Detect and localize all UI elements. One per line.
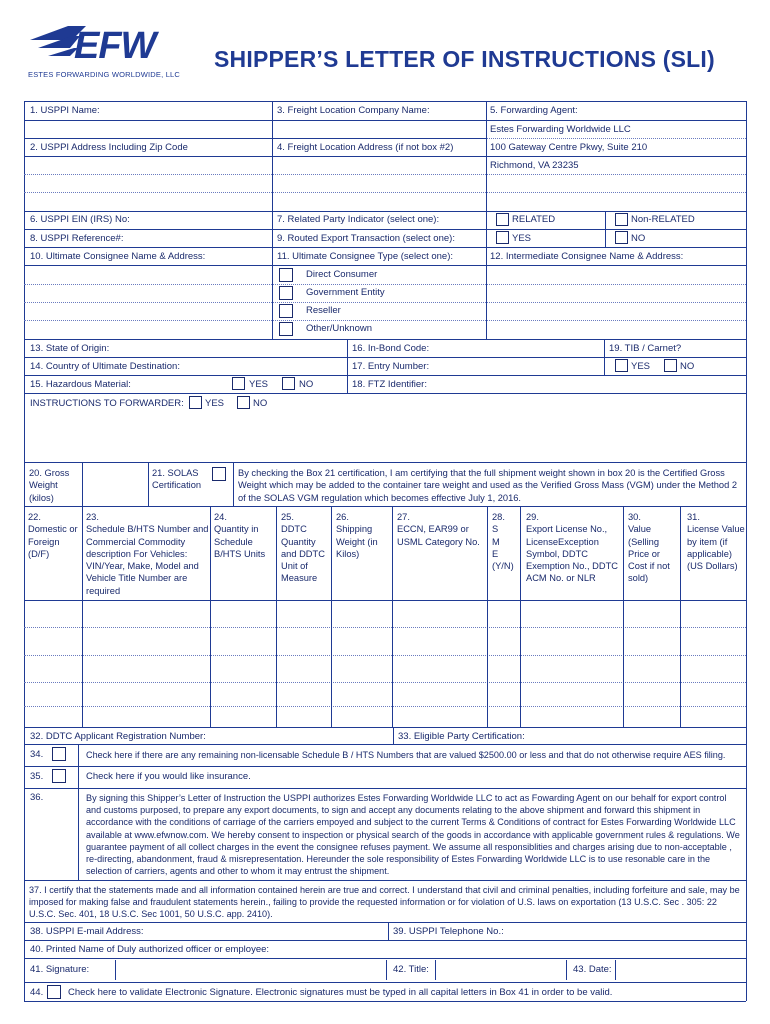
column-26-header: 26. Shipping Weight (in Kilos) — [336, 512, 378, 559]
page-title: SHIPPER’S LETTER OF INSTRUCTIONS (SLI) — [214, 46, 715, 72]
routed-yes-label: YES — [512, 233, 532, 244]
instructions-label: INSTRUCTIONS TO FORWARDER: — [30, 398, 184, 409]
related-label: RELATED — [512, 214, 556, 225]
type-other-label: Other/Unknown — [306, 323, 373, 334]
field-11-label: 11. Ultimate Consignee Type (select one): — [277, 251, 454, 262]
type-direct-checkbox[interactable] — [279, 268, 293, 282]
routed-yes-checkbox[interactable] — [496, 231, 509, 244]
field-41-label: 41. Signature: — [30, 964, 90, 975]
item-36-number: 36. — [30, 792, 44, 803]
field-20-label: 20. Gross Weight (kilos) — [29, 468, 70, 503]
freight-location-address-input[interactable] — [273, 157, 485, 210]
item-35-text: Check here if you would like insurance. — [86, 771, 251, 782]
field-17-label: 17. Entry Number: — [352, 361, 430, 372]
electronic-signature-checkbox[interactable] — [47, 985, 61, 999]
item-44-text: Check here to validate Electronic Signature. Electronic signatures must be typed in all capital letters in Box 41 in order to be valid. — [68, 987, 613, 998]
agent-address-line1: 100 Gateway Centre Pkwy, Suite 210 — [490, 142, 648, 153]
type-other-checkbox[interactable] — [279, 322, 293, 336]
tib-yes-label: YES — [631, 361, 651, 372]
field-6-label: 6. USPPI EIN (IRS) No: — [30, 214, 130, 225]
field-14-label: 14. Country of Ultimate Destination: — [30, 361, 180, 372]
tib-no-checkbox[interactable] — [664, 359, 677, 372]
related-checkbox[interactable] — [496, 213, 509, 226]
field-43-label: 43. Date: — [573, 964, 612, 975]
field-16-label: 16. In-Bond Code: — [352, 343, 430, 354]
field-38-label: 38. USPPI E-mail Address: — [30, 926, 144, 937]
column-24-header: 24. Quantity in Schedule B/HTS Units — [214, 512, 266, 559]
field-33-label: 33. Eligible Party Certification: — [398, 731, 525, 742]
field-3-label: 3. Freight Location Company Name: — [277, 105, 430, 116]
non-related-checkbox[interactable] — [615, 213, 628, 226]
usppi-address-input[interactable] — [25, 157, 271, 210]
field-32-label: 32. DDTC Applicant Registration Number: — [30, 731, 206, 742]
field-2-label: 2. USPPI Address Including Zip Code — [30, 142, 188, 153]
solas-certification-checkbox[interactable] — [212, 467, 226, 481]
hazmat-yes-checkbox[interactable] — [232, 377, 245, 390]
field-7-label: 7. Related Party Indicator (select one): — [277, 214, 440, 225]
field-19-label: 19. TIB / Carnet? — [609, 343, 682, 354]
type-direct-label: Direct Consumer — [306, 269, 378, 280]
column-22-header: 22. Domestic or Foreign (D/F) — [28, 512, 78, 559]
field-4-label: 4. Freight Location Address (if not box #2) — [277, 142, 454, 153]
column-25-header: 25. DDTC Quantity and DDTC Unit of Measure — [281, 512, 325, 584]
item-34-checkbox[interactable] — [52, 747, 66, 761]
field-18-label: 18. FTZ Identifier: — [352, 379, 427, 390]
type-reseller-label: Reseller — [306, 305, 341, 316]
solas-text: By checking the Box 21 certification, I am certifying that the full shipment weight shown in box 20 is the Certified Gross Weight which may be added to the container tare weight and used as the Verified Gross Mass (VGM) under the Method 2 of the SOLAS VGM regulation which becomes effective July 1, 2016. — [238, 468, 738, 503]
logo-subtitle: ESTES FORWARDING WORLDWIDE, LLC — [28, 70, 181, 79]
field-42-label: 42. Title: — [393, 964, 429, 975]
instructions-textarea[interactable] — [25, 412, 745, 461]
field-21-label: 21. SOLAS Certification — [152, 468, 202, 491]
hazmat-yes-label: YES — [249, 379, 269, 390]
field-12-label: 12. Intermediate Consignee Name & Address: — [490, 251, 684, 262]
type-government-checkbox[interactable] — [279, 286, 293, 300]
type-government-label: Government Entity — [306, 287, 385, 298]
field-13-label: 13. State of Origin: — [30, 343, 110, 354]
field-8-label: 8. USPPI Reference#: — [30, 233, 124, 244]
field-5-label: 5. Forwarding Agent: — [490, 105, 578, 116]
column-27-header: 27. ECCN, EAR99 or USML Category No. — [397, 512, 480, 547]
field-39-label: 39. USPPI Telephone No.: — [393, 926, 504, 937]
item-37-text: 37. I certify that the statements made and all information contained herein are true and correct. I understand that civil and criminal penalties, including forfeiture and sale, may be imposed for making false and fraudulent statements herein., failing to provide the requested information or for violation of U.S. laws on exportation (13 U.S.C. Sec . 305: 22 U.S.C. Sec. 401, 18 U.S.C. Sec 1001, 50 U.S.C. app. 2410). — [29, 885, 740, 920]
agent-name: Estes Forwarding Worldwide LLC — [490, 124, 631, 135]
routed-no-checkbox[interactable] — [615, 231, 628, 244]
logo-wordmark: EFW — [74, 25, 156, 67]
column-28-header: 28. S M E (Y/N) — [492, 512, 514, 572]
instructions-yes-checkbox[interactable] — [189, 396, 202, 409]
non-related-label: Non-RELATED — [631, 214, 695, 225]
field-40-label: 40. Printed Name of Duly authorized officer or employee: — [30, 944, 270, 955]
field-10-label: 10. Ultimate Consignee Name & Address: — [30, 251, 206, 262]
tib-yes-checkbox[interactable] — [615, 359, 628, 372]
date-input[interactable] — [615, 960, 745, 980]
agent-address-line2: Richmond, VA 23235 — [490, 160, 579, 171]
tib-no-label: NO — [680, 361, 695, 372]
type-reseller-checkbox[interactable] — [279, 304, 293, 318]
item-44-number: 44. — [30, 987, 44, 998]
item-34-text: Check here if there are any remaining non-licensable Schedule B / HTS Numbers that are valued $2500.00 or less and that do not otherwise require AES filing. — [86, 750, 726, 760]
hazmat-no-checkbox[interactable] — [282, 377, 295, 390]
signature-input[interactable] — [115, 960, 387, 980]
routed-no-label: NO — [631, 233, 646, 244]
column-23-header: 23. Schedule B/HTS Number and Commercial Commodity description For Vehicles: VIN/Year, Make, Model and Vehicle Title Number are required — [86, 512, 209, 596]
field-9-label: 9. Routed Export Transaction (select one): — [277, 233, 455, 244]
hazmat-no-label: NO — [299, 379, 314, 390]
item-36-text: By signing this Shipper’s Letter of Instruction the USPPI authorizes Estes Forwarding Worldwide LLC to act as Fowarding Agent on our behalf for export control and customs purposed, to prepare any export documents, to sign and accept any documents relating to the above shipment and forward this shipment in accordance with the conditions of carriage of the carriers empoyed and subject to the current Terms & Conditions of contract for Estes Forwarding Worldwide LLC available at www.efwnow.com. We hereby consent to inspection or physical search of the goods in accordance with applicable government rules & regulations. We guarantee payment of all collect charges in the event the consignee refuses payment. We assume all responsiblities and charges arising due to non-acceptable , re-directing, abandonment, fraud & misrepresentation. Hereunder the sole responsibility of Estes Forwarding Worldwide LLC is to use resonable care in the selection of carriers, agents and other to whom it may entrust the shipment. — [86, 793, 740, 877]
instructions-yes-label: YES — [205, 398, 225, 409]
efw-logo — [28, 22, 188, 80]
field-1-label: 1. USPPI Name: — [30, 105, 100, 116]
instructions-no-label: NO — [253, 398, 268, 409]
column-30-header: 30. Value (Selling Price or Cost if not sold) — [628, 512, 670, 584]
column-29-header: 29. Export License No., LicenseException Symbol, DDTC Exemption No., DDTC ACM No. or NLR — [526, 512, 618, 584]
item-35-number: 35. — [30, 771, 44, 782]
insurance-checkbox[interactable] — [52, 769, 66, 783]
item-34-number: 34. — [30, 749, 44, 760]
column-31-header: 31. License Value by item (if applicable) (US Dollars) — [687, 512, 745, 572]
instructions-no-checkbox[interactable] — [237, 396, 250, 409]
title-input[interactable] — [435, 960, 567, 980]
field-15-label: 15. Hazardous Material: — [30, 379, 131, 390]
